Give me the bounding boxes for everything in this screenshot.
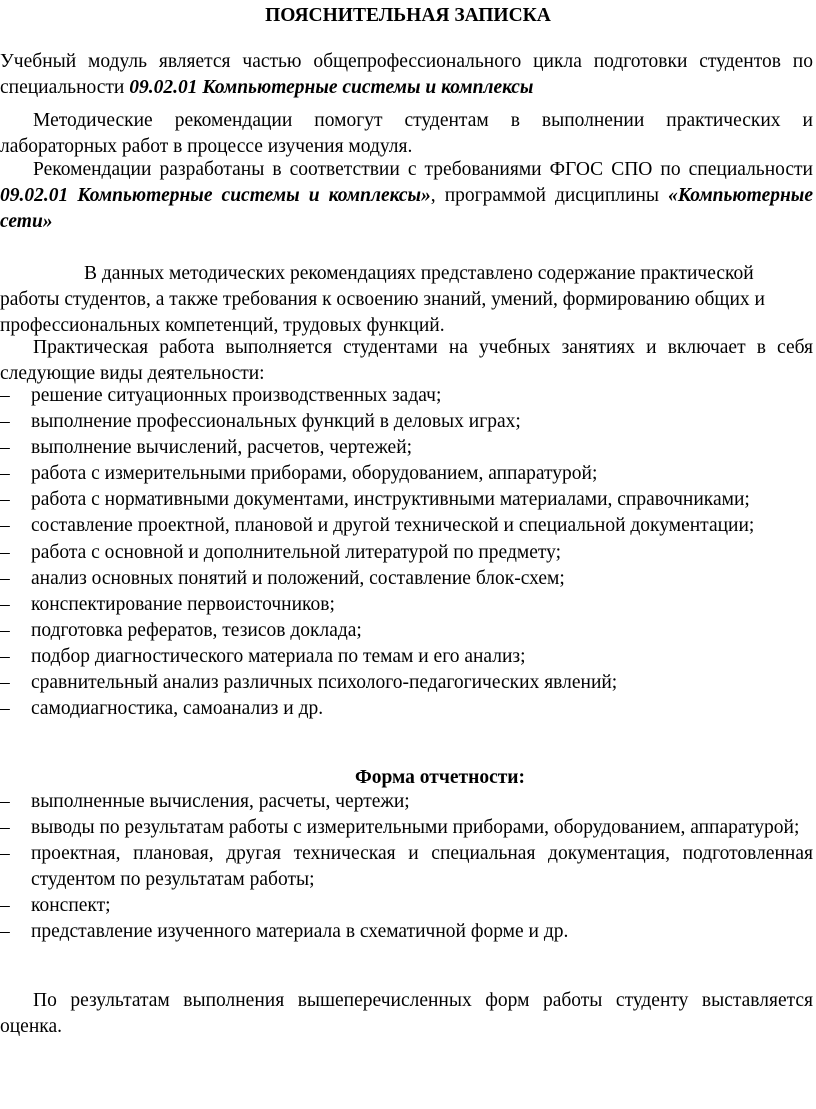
discipline-name: «Компьютерные сети» — [0, 185, 813, 232]
dash-bullet: – — [0, 817, 10, 839]
dash-bullet: – — [0, 567, 10, 589]
list-item-text: выполнение вычислений, расчетов, чертежей; — [31, 437, 413, 459]
dash-bullet: – — [0, 895, 10, 917]
dash-bullet: – — [0, 619, 10, 641]
list-item-text: решение ситуационных производственных задач; — [31, 385, 442, 406]
intro-text: Учебный модуль является частью общепрофессионального цикла подготовки студентов по специальности — [0, 51, 813, 98]
list-item-text: сравнительный анализ различных психолого-педагогических явлений; — [31, 672, 618, 694]
dash-bullet: – — [0, 843, 10, 865]
list-item — [0, 618, 813, 644]
list-item — [0, 435, 813, 461]
list-item — [0, 670, 813, 696]
list-item-text: подбор диагностического материала по темам и его анализ; — [31, 645, 526, 667]
methods-paragraph: Методические рекомендации помогут студентам в выполнении практических и лабораторных работ в процессе изучения модуля. — [0, 110, 813, 157]
dash-bullet: – — [0, 593, 10, 615]
dash-bullet: – — [0, 541, 10, 563]
recommendations-paragraph — [0, 157, 813, 235]
list-item-text: анализ основных понятий и положений, составление блок-схем; — [31, 567, 565, 589]
list-item — [0, 383, 813, 409]
list-item-text: выводы по результатам работы с измерительными приборами, оборудованием, аппаратурой; — [31, 817, 800, 839]
dash-bullet: – — [0, 385, 10, 406]
list-item — [0, 409, 813, 435]
list-item-text: выполнение профессиональных функций в деловых играх; — [31, 411, 521, 433]
dash-bullet: – — [0, 791, 10, 812]
list-item — [0, 696, 813, 722]
list-item — [0, 540, 813, 566]
report-forms-list — [0, 789, 813, 946]
list-item — [0, 461, 813, 487]
intro-paragraph — [0, 49, 813, 101]
list-item-text: работа с измерительными приборами, оборудованием, аппаратурой; — [31, 463, 598, 485]
list-item — [0, 893, 813, 919]
dash-bullet: – — [0, 411, 10, 433]
dash-bullet: – — [0, 515, 10, 537]
reco-specialty: 09.02.01 Компьютерные системы и комплексы» — [0, 185, 431, 206]
list-item — [0, 592, 813, 618]
conclusion-paragraph: По результатам выполнения вышеперечисленных форм работы студенту выставляется оценка. — [0, 990, 813, 1037]
document-title: ПОЯСНИТЕЛЬНАЯ ЗАПИСКА — [265, 5, 551, 26]
dash-bullet: – — [0, 672, 10, 694]
list-item — [0, 513, 813, 539]
list-item-text: проектная, плановая, другая техническая и специальная документация, подготовленная студентом по результатам работы; — [31, 843, 813, 891]
list-item — [0, 566, 813, 592]
dash-bullet: – — [0, 921, 10, 943]
dash-bullet: – — [0, 645, 10, 667]
content-paragraph: В данных методических рекомендациях представлено содержание практической работы студентов, а также требования к освоению знаний, умений, формированию общих и профессиональных компетенций, трудовых функций. — [0, 263, 765, 336]
list-item — [0, 919, 813, 945]
list-item — [0, 841, 813, 893]
reco-text-before: Рекомендации разработаны в соответствии с требованиями ФГОС СПО по специальности — [33, 159, 813, 180]
specialty-name: 09.02.01 Компьютерные системы и комплексы — [129, 77, 534, 98]
activities-list — [0, 383, 813, 722]
dash-bullet: – — [0, 437, 10, 459]
dash-bullet: – — [0, 698, 10, 720]
list-item-text: подготовка рефератов, тезисов доклада; — [31, 619, 362, 641]
list-item-text: конспектирование первоисточников; — [31, 593, 335, 615]
list-item-text: самодиагностика, самоанализ и др. — [31, 698, 324, 720]
list-item-text: конспект; — [31, 895, 111, 917]
dash-bullet: – — [0, 489, 10, 511]
list-item — [0, 789, 813, 815]
reco-text-mid: , программой дисциплины — [430, 185, 669, 206]
list-item — [0, 487, 813, 513]
list-item-text: составление проектной, плановой и другой технической и специальной документации; — [31, 515, 755, 537]
list-item-text: представление изученного материала в схематичной форме и др. — [31, 921, 569, 943]
list-item — [0, 815, 813, 841]
list-item-text: работа с нормативными документами, инструктивными материалами, справочниками; — [31, 489, 750, 511]
report-form-title: Форма отчетности: — [354, 767, 526, 788]
list-item — [0, 644, 813, 670]
list-item-text: выполненные вычисления, расчеты, чертежи; — [31, 791, 410, 812]
dash-bullet: – — [0, 463, 10, 485]
practical-paragraph: Практическая работа выполняется студентами на учебных занятиях и включает в себя следующие виды деятельности: — [0, 337, 813, 384]
list-item-text: работа с основной и дополнительной литературой по предмету; — [31, 541, 562, 563]
